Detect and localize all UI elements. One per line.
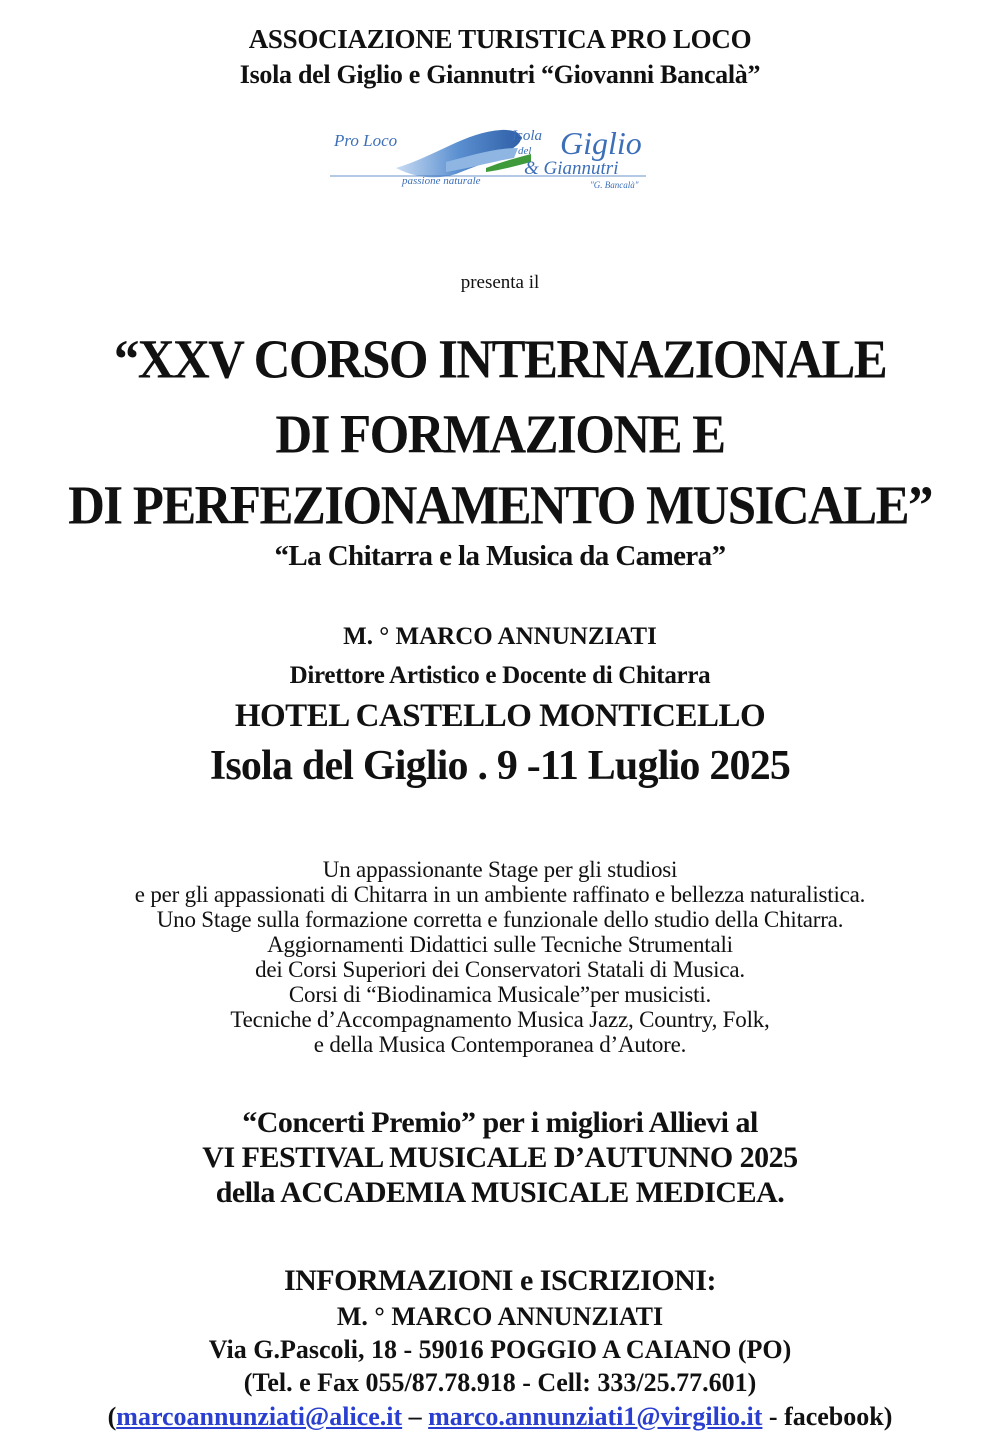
- description-line: Tecniche d’Accompagnamento Musica Jazz, Country, Folk,: [230, 1007, 770, 1032]
- logo-giglio-text: Giglio: [560, 125, 642, 161]
- info-heading: INFORMAZIONI e ISCRIZIONI:: [283, 1264, 717, 1297]
- description-line: Uno Stage sulla formazione corretta e funzionale dello studio della Chitarra.: [156, 907, 844, 932]
- venue-name: HOTEL CASTELLO MONTICELLO: [234, 698, 766, 734]
- email-link-virgilio[interactable]: marco.annunziati1@virgilio.it: [428, 1402, 763, 1431]
- info-contact-name: M. ° MARCO ANNUNZIATI: [336, 1302, 664, 1331]
- association-subtitle: Isola del Giglio e Giannutri “Giovanni Bancalà”: [239, 60, 761, 89]
- prize-line-2: VI FESTIVAL MUSICALE D’AUTUNNO 2025: [202, 1141, 798, 1174]
- title-subtitle: “La Chitarra e la Musica da Camera”: [274, 540, 726, 572]
- info-address: Via G.Pascoli, 18 - 59016 POGGIO A CAIANO (PO): [208, 1335, 792, 1364]
- info-contacts: [0, 1402, 1000, 1432]
- association-name: ASSOCIAZIONE TURISTICA PRO LOCO: [248, 24, 752, 54]
- presenta-text: presenta il: [460, 272, 540, 293]
- logo-tagline-text: passione naturale: [402, 175, 481, 187]
- teacher-role: Direttore Artistico e Docente di Chitarra: [289, 662, 711, 689]
- info-phone: (Tel. e Fax 055/87.78.918 - Cell: 333/25.77.601): [243, 1368, 757, 1397]
- logo-isola-text: Isola: [512, 128, 542, 144]
- pro-loco-logo: [326, 118, 676, 194]
- description-line: Aggiornamenti Didattici sulle Tecniche Strumentali: [267, 932, 733, 957]
- title-line-2: DI FORMAZIONE E: [275, 404, 725, 466]
- title-line-3: DI PERFEZIONAMENTO MUSICALE”: [68, 475, 932, 537]
- prize-line-3: della ACCADEMIA MUSICALE MEDICEA.: [215, 1176, 785, 1209]
- prize-line-1: “Concerti Premio” per i migliori Allievi al: [242, 1106, 758, 1139]
- description-line: dei Corsi Superiori dei Conservatori Statali di Musica.: [255, 957, 745, 982]
- description-line: Un appassionante Stage per gli studiosi: [322, 857, 678, 882]
- logo-signature-text: "G. Bancalà": [590, 180, 639, 190]
- contact-separator: –: [402, 1402, 429, 1431]
- logo-del-text: del: [518, 145, 532, 157]
- title-line-1: “XXV CORSO INTERNAZIONALE: [113, 329, 887, 391]
- teacher-name: M. ° MARCO ANNUNZIATI: [343, 623, 657, 650]
- open-paren: (: [107, 1402, 117, 1431]
- facebook-text: - facebook): [762, 1402, 893, 1431]
- logo-pro-loco-text: Pro Loco: [334, 131, 398, 150]
- description-line: Corsi di “Biodinamica Musicale”per musicisti.: [288, 982, 712, 1007]
- description-line: e della Musica Contemporanea d’Autore.: [313, 1032, 687, 1057]
- email-link-alice[interactable]: marcoannunziati@alice.it: [116, 1402, 403, 1431]
- event-dates: Isola del Giglio . 9 -11 Luglio 2025: [209, 743, 791, 789]
- logo-giannutri-text: & Giannutri: [524, 158, 619, 179]
- description-line: e per gli appassionati di Chitarra in un ambiente raffinato e bellezza naturalistica.: [134, 882, 866, 907]
